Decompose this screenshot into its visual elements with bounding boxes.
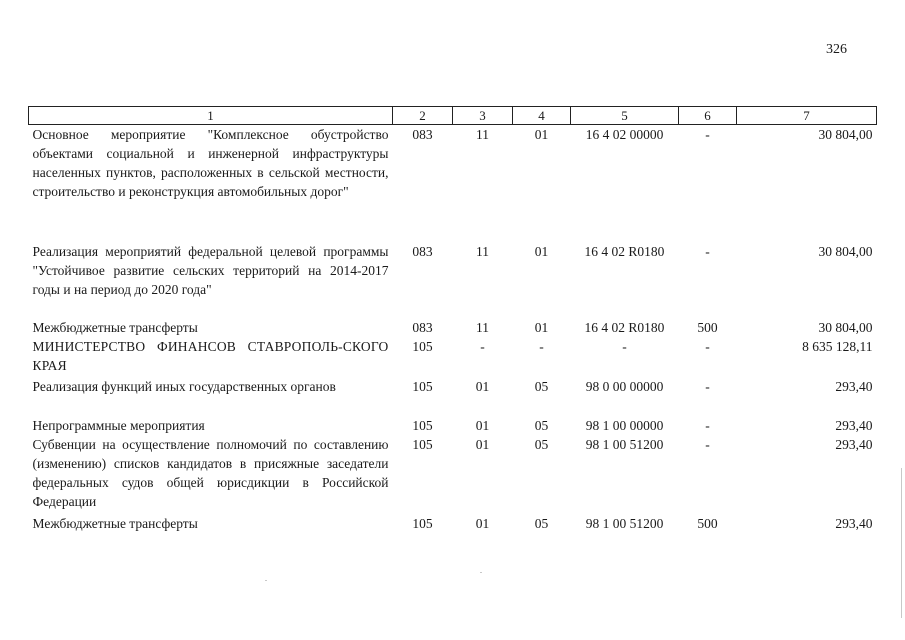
- row-code: 105: [412, 436, 433, 452]
- row-target: 16 4 02 R0180: [584, 319, 665, 335]
- row-amount: 293,40: [835, 378, 873, 394]
- row-section: 11: [476, 243, 489, 259]
- row-type: 500: [697, 319, 718, 335]
- row-name: Субвенции на осуществление полномочий по составлению (изменению) списков кандидатов в присяжные заседатели федеральных судов общей юрисдикции в Российской Федерации: [32, 436, 389, 509]
- row-amount: 293,40: [835, 417, 873, 433]
- row-section: 01: [475, 436, 490, 452]
- row-amount: 30 804,00: [818, 243, 873, 259]
- header-col-3: 3: [453, 107, 513, 125]
- row-name: Реализация мероприятий федеральной целевой программы "Устойчивое развитие сельских территорий на 2014-2017 годы и на период до 2020 года": [32, 243, 389, 297]
- row-name: МИНИСТЕРСТВО ФИНАНСОВ СТАВРОПОЛЬ-СКОГО КРАЯ: [32, 338, 389, 373]
- scan-edge-mark: [901, 468, 902, 618]
- row-subsection: 01: [534, 127, 549, 142]
- row-section: 01: [475, 378, 490, 394]
- row-target: 16 4 02 00000: [585, 127, 664, 142]
- row-code: 105: [412, 417, 433, 433]
- row-type: -: [705, 338, 710, 354]
- row-amount: 293,40: [835, 515, 873, 531]
- table-row: [29, 416, 877, 435]
- row-subsection: 01: [534, 319, 549, 335]
- scan-dot: [480, 572, 482, 573]
- table-row: [29, 318, 877, 337]
- row-section: 11: [476, 127, 489, 142]
- row-name: Межбюджетные трансферты: [32, 515, 198, 531]
- row-name: Основное мероприятие "Комплексное обустройство объектами социальной и инженерной инфраструктуры населенных пунктов, расположенных в сельской местности, строительство и реконструкция автомобильных дорог": [32, 127, 389, 199]
- table-row: [29, 125, 877, 242]
- table-row: [29, 435, 877, 514]
- row-section: 01: [475, 417, 490, 433]
- scan-dot: [265, 580, 267, 581]
- table-row: [29, 514, 877, 533]
- row-target: 98 1 00 51200: [585, 515, 664, 531]
- row-name: Непрограммные мероприятия: [32, 417, 205, 433]
- row-name: Межбюджетные трансферты: [32, 319, 198, 335]
- row-code: 083: [412, 243, 433, 259]
- row-type: -: [705, 378, 710, 394]
- row-type: 500: [697, 515, 718, 531]
- row-code: 105: [412, 378, 433, 394]
- budget-table: [28, 106, 877, 533]
- row-section: 11: [476, 319, 489, 335]
- row-target: 16 4 02 R0180: [584, 243, 665, 259]
- header-row: [29, 107, 877, 125]
- row-subsection: 05: [534, 436, 549, 452]
- row-subsection: 05: [534, 515, 549, 531]
- row-type: -: [705, 243, 710, 259]
- table-row: [29, 377, 877, 416]
- row-section: -: [480, 338, 485, 354]
- page-number: 326: [826, 42, 847, 57]
- table-row: [29, 242, 877, 318]
- row-code: 105: [412, 338, 433, 354]
- row-subsection: 01: [534, 243, 549, 259]
- row-name: Реализация функций иных государственных органов: [32, 378, 336, 394]
- row-code: 083: [412, 319, 433, 335]
- table-row: [29, 337, 877, 377]
- row-subsection: 05: [534, 417, 549, 433]
- row-type: -: [705, 436, 710, 452]
- header-col-6: 6: [679, 107, 737, 125]
- row-target: 98 1 00 51200: [585, 436, 664, 452]
- row-amount: 30 804,00: [818, 319, 873, 335]
- row-amount: 8 635 128,11: [802, 338, 873, 354]
- row-code: 083: [412, 127, 433, 142]
- row-target: 98 1 00 00000: [585, 417, 664, 433]
- row-type: -: [705, 127, 710, 142]
- header-col-7: 7: [737, 107, 877, 125]
- row-subsection: 05: [534, 378, 549, 394]
- row-subsection: -: [539, 338, 544, 354]
- header-col-2: 2: [393, 107, 453, 125]
- header-col-4: 4: [513, 107, 571, 125]
- row-section: 01: [475, 515, 490, 531]
- row-target: -: [622, 338, 627, 354]
- header-col-1: 1: [29, 107, 393, 125]
- header-col-5: 5: [571, 107, 679, 125]
- row-amount: 293,40: [835, 436, 873, 452]
- row-code: 105: [412, 515, 433, 531]
- row-type: -: [705, 417, 710, 433]
- row-target: 98 0 00 00000: [585, 378, 664, 394]
- row-amount: 30 804,00: [818, 127, 873, 142]
